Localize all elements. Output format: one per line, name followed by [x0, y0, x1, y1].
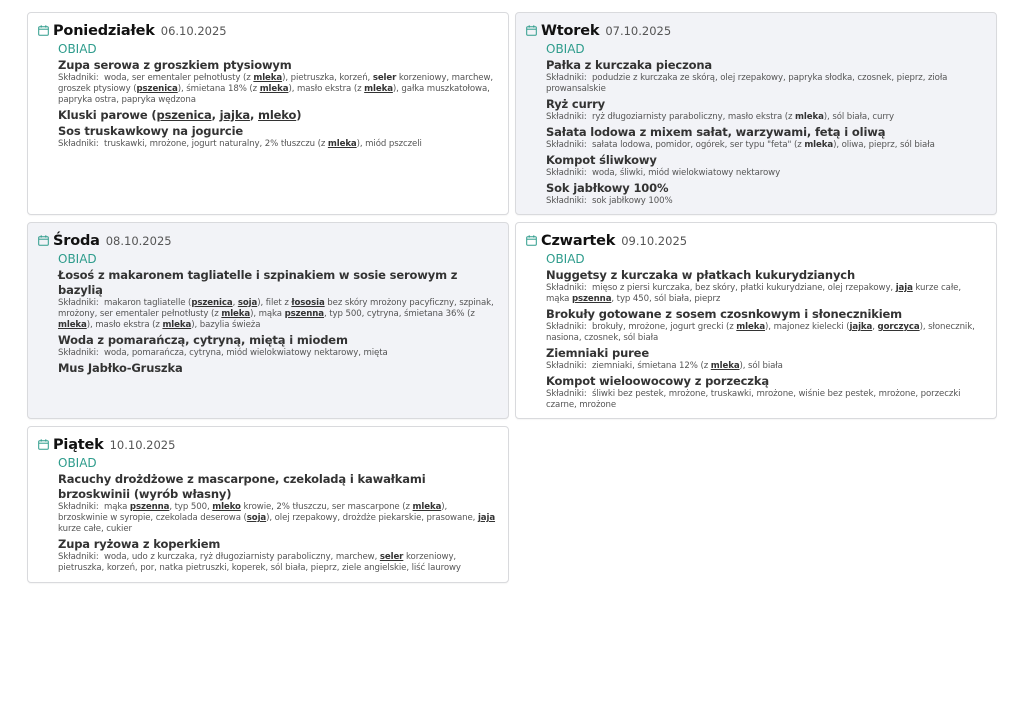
- ingredients-prefix: Składniki:: [58, 348, 104, 358]
- ingredients-prefix: Składniki:: [546, 322, 592, 332]
- dish-name: Racuchy drożdżowe z mascarpone, czekoladą i kawałkami brzoskwinii (wyrób własny): [58, 472, 426, 501]
- day-date: 09.10.2025: [621, 234, 688, 248]
- ingredients-prefix: Składniki:: [58, 139, 104, 149]
- allergen-highlight: soja: [246, 513, 267, 523]
- allergen-highlight: mleka: [804, 140, 834, 150]
- dish-item: [58, 124, 498, 150]
- allergen-highlight: mleka: [162, 320, 192, 330]
- dish-list: [58, 58, 498, 150]
- day-card-1: [27, 12, 509, 215]
- day-header: [526, 20, 986, 40]
- meal-section: [526, 42, 986, 207]
- calendar-icon: [526, 21, 537, 32]
- dish-name: Brokuły gotowane z sosem czosnkowym i słonecznikiem: [546, 307, 903, 321]
- dish-item: [58, 537, 498, 574]
- day-name: Piątek: [53, 437, 104, 453]
- week-menu-grid: [27, 12, 997, 583]
- allergen-highlight: mleka: [795, 112, 824, 122]
- allergen-highlight: jajka: [849, 322, 873, 332]
- ingredients-prefix: Składniki:: [58, 502, 104, 512]
- allergen-highlight: seler: [379, 552, 404, 562]
- day-name: Poniedziałek: [53, 23, 155, 39]
- day-header: [38, 20, 498, 40]
- dish-ingredients: Składniki: ziemniaki, śmietana 12% (z mleka), sól biała: [546, 361, 783, 371]
- meal-type-label: OBIAD: [546, 42, 585, 56]
- allergen-highlight: pszenica: [191, 298, 233, 308]
- allergen-highlight: mleko: [212, 502, 241, 512]
- ingredients-prefix: Składniki:: [546, 389, 592, 399]
- day-header: [38, 434, 498, 454]
- dish-name: Ziemniaki puree: [546, 346, 649, 360]
- allergen-highlight: pszenna: [284, 309, 325, 319]
- allergen-highlight: mleka: [710, 361, 740, 371]
- dish-item: [546, 153, 986, 179]
- ingredients-prefix: Składniki:: [546, 140, 592, 150]
- ingredients-prefix: Składniki:: [58, 552, 104, 562]
- calendar-icon: [38, 231, 49, 242]
- dish-ingredients: Składniki: brokuły, mrożone, jogurt grecki (z mleka), majonez kielecki (jajka, gorczyca), słonecznik, nasiona, czosnek, sól biała: [546, 322, 975, 343]
- dish-item: [58, 58, 498, 106]
- day-card-5: [27, 426, 509, 583]
- dish-item: [546, 125, 986, 151]
- dish-name: Nuggetsy z kurczaka w płatkach kukurydzianych: [546, 268, 856, 282]
- calendar-icon: [38, 21, 49, 32]
- meal-type-label: OBIAD: [58, 252, 97, 266]
- dish-name: Zupa ryżowa z koperkiem: [58, 537, 221, 551]
- day-name: Wtorek: [541, 23, 600, 39]
- allergen-highlight: mleko: [258, 108, 297, 122]
- dish-ingredients: Składniki: truskawki, mrożone, jogurt naturalny, 2% tłuszczu (z mleka), miód pszczeli: [58, 139, 422, 149]
- day-header: [526, 230, 986, 250]
- dish-item: [58, 361, 498, 376]
- dish-list: [546, 268, 986, 411]
- dish-name: Sałata lodowa z mixem sałat, warzywami, fetą i oliwą: [546, 125, 886, 139]
- ingredients-prefix: Składniki:: [58, 298, 104, 308]
- dish-name: Pałka z kurczaka pieczona: [546, 58, 713, 72]
- day-header: [38, 230, 498, 250]
- meal-type-label: OBIAD: [546, 252, 585, 266]
- allergen-highlight: jaja: [895, 283, 913, 293]
- meal-section: [38, 252, 498, 376]
- allergen-highlight: soja: [237, 298, 258, 308]
- allergen-highlight: mleka: [253, 73, 283, 83]
- dish-item: [546, 58, 986, 95]
- day-date: 06.10.2025: [160, 24, 227, 38]
- meal-section: [38, 456, 498, 574]
- day-date: 10.10.2025: [109, 438, 176, 452]
- allergen-highlight: seler: [372, 73, 397, 83]
- ingredients-prefix: Składniki:: [58, 73, 104, 83]
- allergen-highlight: łososia: [291, 298, 325, 308]
- meal-type-label: OBIAD: [58, 42, 97, 56]
- dish-ingredients: Składniki: woda, śliwki, miód wielokwiatowy nektarowy: [546, 168, 781, 178]
- ingredients-prefix: Składniki:: [546, 196, 592, 206]
- allergen-highlight: pszenica: [136, 84, 178, 94]
- allergen-highlight: mleka: [364, 84, 393, 94]
- dish-ingredients: Składniki: śliwki bez pestek, mrożone, truskawki, mrożone, wiśnie bez pestek, mrożone, porzeczki czarne, mrożone: [546, 389, 961, 410]
- dish-name: Łosoś z makaronem tagliatelle i szpinakiem w sosie serowym z bazylią: [58, 268, 458, 297]
- dish-item: [58, 268, 498, 331]
- dish-name: Kompot wieloowocowy z porzeczką: [546, 374, 769, 388]
- dish-ingredients: Składniki: sok jabłkowy 100%: [546, 196, 673, 206]
- ingredients-prefix: Składniki:: [546, 361, 592, 371]
- ingredients-prefix: Składniki:: [546, 73, 592, 83]
- dish-name: Kluski parowe (pszenica, jajka, mleko): [58, 108, 302, 122]
- allergen-highlight: pszenna: [129, 502, 170, 512]
- allergen-highlight: mleka: [221, 309, 251, 319]
- dish-item: [546, 374, 986, 411]
- allergen-highlight: mleka: [259, 84, 289, 94]
- dish-ingredients: Składniki: mąka pszenna, typ 500, mleko krowie, 2% tłuszczu, ser mascarpone (z mleka), brzoskwinie w syropie, czekolada deserowa (soja), olej rzepakowy, drożdże piekarskie, prasowane, jaja kurze całe, cukier: [58, 502, 496, 534]
- dish-list: [58, 268, 498, 376]
- dish-name: Sos truskawkowy na jogurcie: [58, 124, 244, 138]
- day-name: Czwartek: [541, 233, 616, 249]
- allergen-highlight: gorczyca: [877, 322, 920, 332]
- dish-ingredients: Składniki: ryż długoziarnisty paraboliczny, masło ekstra (z mleka), sól biała, curry: [546, 112, 895, 122]
- dish-item: [58, 108, 498, 123]
- allergen-highlight: jajka: [219, 108, 250, 122]
- ingredients-prefix: Składniki:: [546, 168, 592, 178]
- calendar-icon: [38, 435, 49, 446]
- day-card-2: [515, 12, 997, 215]
- dish-ingredients: Składniki: woda, ser ementaler pełnotłusty (z mleka), pietruszka, korzeń, seler korzeniowy, marchew, groszek ptysiowy (pszenica), śmietana 18% (z mleka), masło ekstra (z mleka), gałka muszkatołowa, papryka ostra, papryka wędzona: [58, 73, 494, 105]
- dish-list: [546, 58, 986, 207]
- dish-name: Ryż curry: [546, 97, 606, 111]
- allergen-highlight: mleka: [327, 139, 357, 149]
- dish-item: [546, 97, 986, 123]
- allergen-highlight: pszenica: [156, 108, 212, 122]
- allergen-highlight: jaja: [477, 513, 496, 523]
- dish-item: [546, 268, 986, 305]
- dish-name: Zupa serowa z groszkiem ptysiowym: [58, 58, 292, 72]
- meal-section: [526, 252, 986, 411]
- dish-name: Sok jabłkowy 100%: [546, 181, 669, 195]
- day-date: 08.10.2025: [105, 234, 172, 248]
- dish-list: [58, 472, 498, 574]
- allergen-highlight: mleka: [412, 502, 442, 512]
- ingredients-prefix: Składniki:: [546, 283, 592, 293]
- allergen-highlight: pszenna: [571, 294, 612, 304]
- calendar-icon: [526, 231, 537, 242]
- day-date: 07.10.2025: [605, 24, 672, 38]
- day-card-4: [515, 222, 997, 419]
- allergen-highlight: mleka: [58, 320, 87, 330]
- day-card-3: [27, 222, 509, 419]
- dish-ingredients: Składniki: sałata lodowa, pomidor, ogórek, ser typu "feta" (z mleka), oliwa, pieprz, sól biała: [546, 140, 935, 150]
- dish-name: Woda z pomarańczą, cytryną, miętą i miodem: [58, 333, 348, 347]
- dish-item: [546, 307, 986, 344]
- dish-item: [58, 472, 498, 535]
- dish-item: [546, 346, 986, 372]
- ingredients-prefix: Składniki:: [546, 112, 592, 122]
- allergen-highlight: mleka: [736, 322, 766, 332]
- dish-name: Mus Jabłko-Gruszka: [58, 361, 183, 375]
- meal-type-label: OBIAD: [58, 456, 97, 470]
- dish-item: [546, 181, 986, 207]
- dish-ingredients: Składniki: mięso z piersi kurczaka, bez skóry, płatki kukurydziane, olej rzepakowy, jaja kurze całe, mąka pszenna, typ 450, sól biała, pieprz: [546, 283, 962, 304]
- dish-item: [58, 333, 498, 359]
- dish-ingredients: Składniki: podudzie z kurczaka ze skórą, olej rzepakowy, papryka słodka, czosnek, pieprz, zioła prowansalskie: [546, 73, 948, 94]
- dish-name: Kompot śliwkowy: [546, 153, 657, 167]
- dish-ingredients: Składniki: woda, pomarańcza, cytryna, miód wielokwiatowy nektarowy, mięta: [58, 348, 388, 358]
- dish-ingredients: Składniki: makaron tagliatelle (pszenica, soja), filet z łososia bez skóry mrożony pacyficzny, szpinak, mrożony, ser ementaler pełnotłusty (z mleka), mąka pszenna, typ 500, cytryna, śmietana 36% (z mleka), masło ekstra (z mleka), bazylia świeża: [58, 298, 494, 330]
- meal-section: [38, 42, 498, 150]
- day-name: Środa: [53, 233, 100, 249]
- dish-ingredients: Składniki: woda, udo z kurczaka, ryż długoziarnisty paraboliczny, marchew, seler korzeniowy, pietruszka, korzeń, por, natka pietruszki, koperek, sól biała, pieprz, ziele angielskie, liść laurowy: [58, 552, 461, 573]
